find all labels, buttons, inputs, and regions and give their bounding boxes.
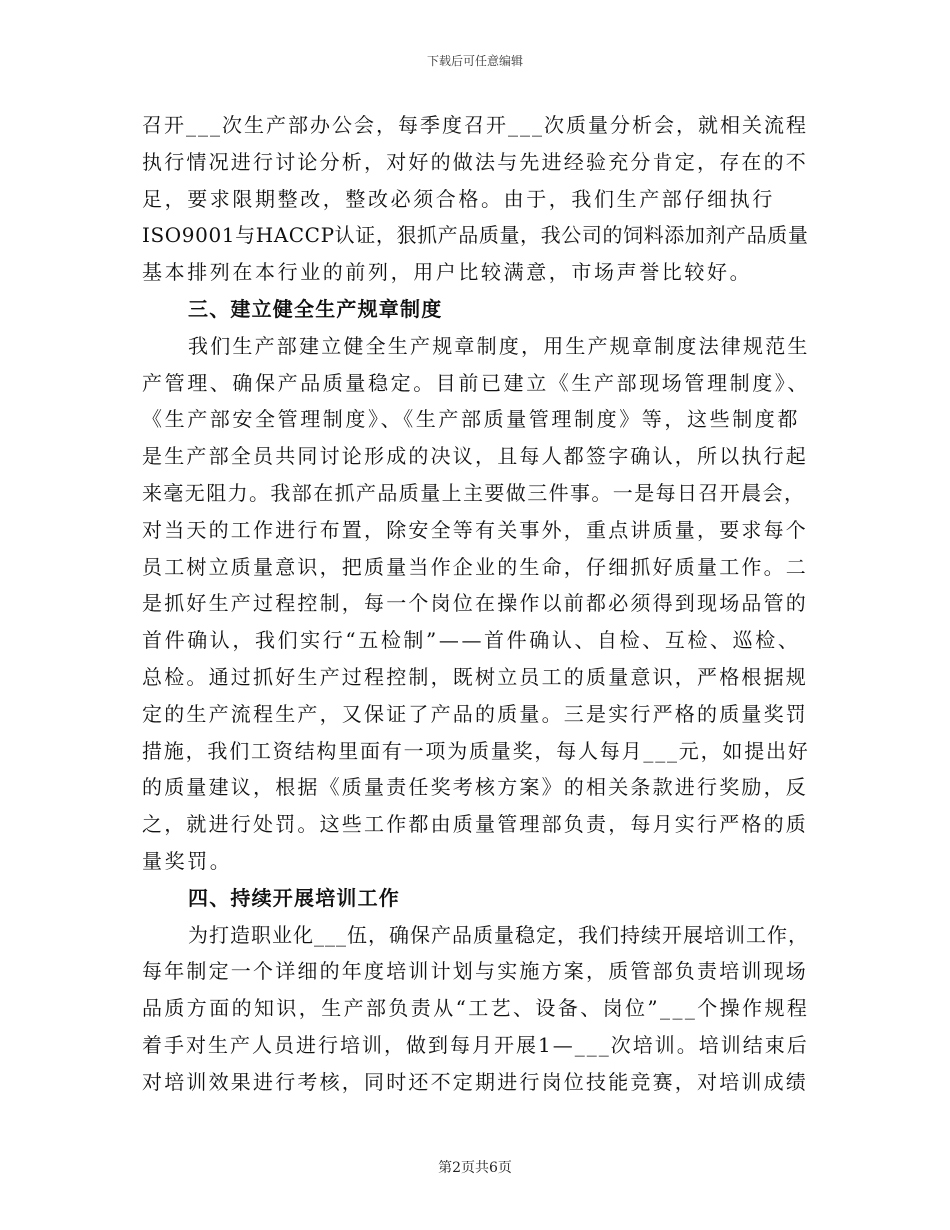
paragraph-line: 员工树立质量意识，把质量当作企业的生命，仔细抓好质量工作。二 [142,554,808,579]
paragraph-line: 定的生产流程生产，又保证了产品的质量。三是实行严格的质量奖罚 [142,701,808,726]
paragraph-line: 首件确认，我们实行“五检制”——首件确认、自检、互检、巡检、 [142,628,801,653]
paragraph-line: 来毫无阻力。我部在抓产品质量上主要做三件事。一是每日召开晨会， [142,480,806,505]
paragraph-line: 我们生产部建立健全生产规章制度，用生产规章制度法律规范生 [188,333,810,358]
paragraph-line: 量奖罚。 [142,848,233,873]
paragraph-line: 是生产部全员共同讨论形成的决议，且每人都签字确认，所以执行起 [142,444,808,469]
paragraph-line: ISO9001与HACCP认证，狠抓产品质量，我公司的饲料添加剂产品质量 [142,223,809,248]
paragraph-line: 执行情况进行讨论分析，对好的做法与先进经验充分肯定，存在的不 [142,149,808,174]
paragraph-line: 基本排列在本行业的前列，用户比较满意，市场声誉比较好。 [142,260,753,285]
section-heading: 三、建立健全生产规章制度 [188,296,443,321]
section-heading: 四、持续开展培训工作 [188,885,400,910]
paragraph-line: 每年制定一个详细的年度培训计划与实施方案，质管部负责培训现场 [142,959,808,984]
paragraph-line: 足，要求限期整改，整改必须合格。由于，我们生产部仔细执行 [142,186,775,211]
paragraph-line: 《生产部安全管理制度》、《生产部质量管理制度》等，这些制度都 [142,407,800,432]
paragraph-line: 措施，我们工资结构里面有一项为质量奖，每人每月___元，如提出好 [142,738,810,763]
paragraph-line: 对培训效果进行考核，同时还不定期进行岗位技能竞赛，对培训成绩 [142,1069,808,1094]
paragraph-line: 的质量建议，根据《质量责任奖考核方案》的相关条款进行奖励，反 [142,775,808,800]
paragraph-line: 产管理、确保产品质量稳定。目前已建立《生产部现场管理制度》、 [142,370,810,395]
paragraph-line: 召开___次生产部办公会，每季度召开___次质量分析会，就相关流程 [142,113,808,137]
page-indicator: 第2页共6页 [438,1160,512,1176]
paragraph-line: 是抓好生产过程控制，每一个岗位在操作以前都必须得到现场品管的 [142,591,808,616]
paragraph-line: 着手对生产人员进行培训，做到每月开展1—___次培训。培训结束后 [142,1032,809,1057]
header-note: 下载后可任意编辑 [426,54,523,68]
document-body [142,107,810,1101]
paragraph-line: 总检。通过抓好生产过程控制，既树立员工的质量意识，严格根据规 [142,664,808,689]
paragraph-line: 对当天的工作进行布置，除安全等有关事外，重点讲质量，要求每个 [142,517,808,542]
paragraph-line: 为打造职业化___伍，确保产品质量稳定，我们持续开展培训工作， [188,922,809,947]
paragraph-line: 之，就进行处罚。这些工作都由质量管理部负责，每月实行严格的质 [142,812,808,837]
paragraph-line: 品质方面的知识，生产部负责从“工艺、设备、岗位”___个操作规程 [142,996,810,1021]
